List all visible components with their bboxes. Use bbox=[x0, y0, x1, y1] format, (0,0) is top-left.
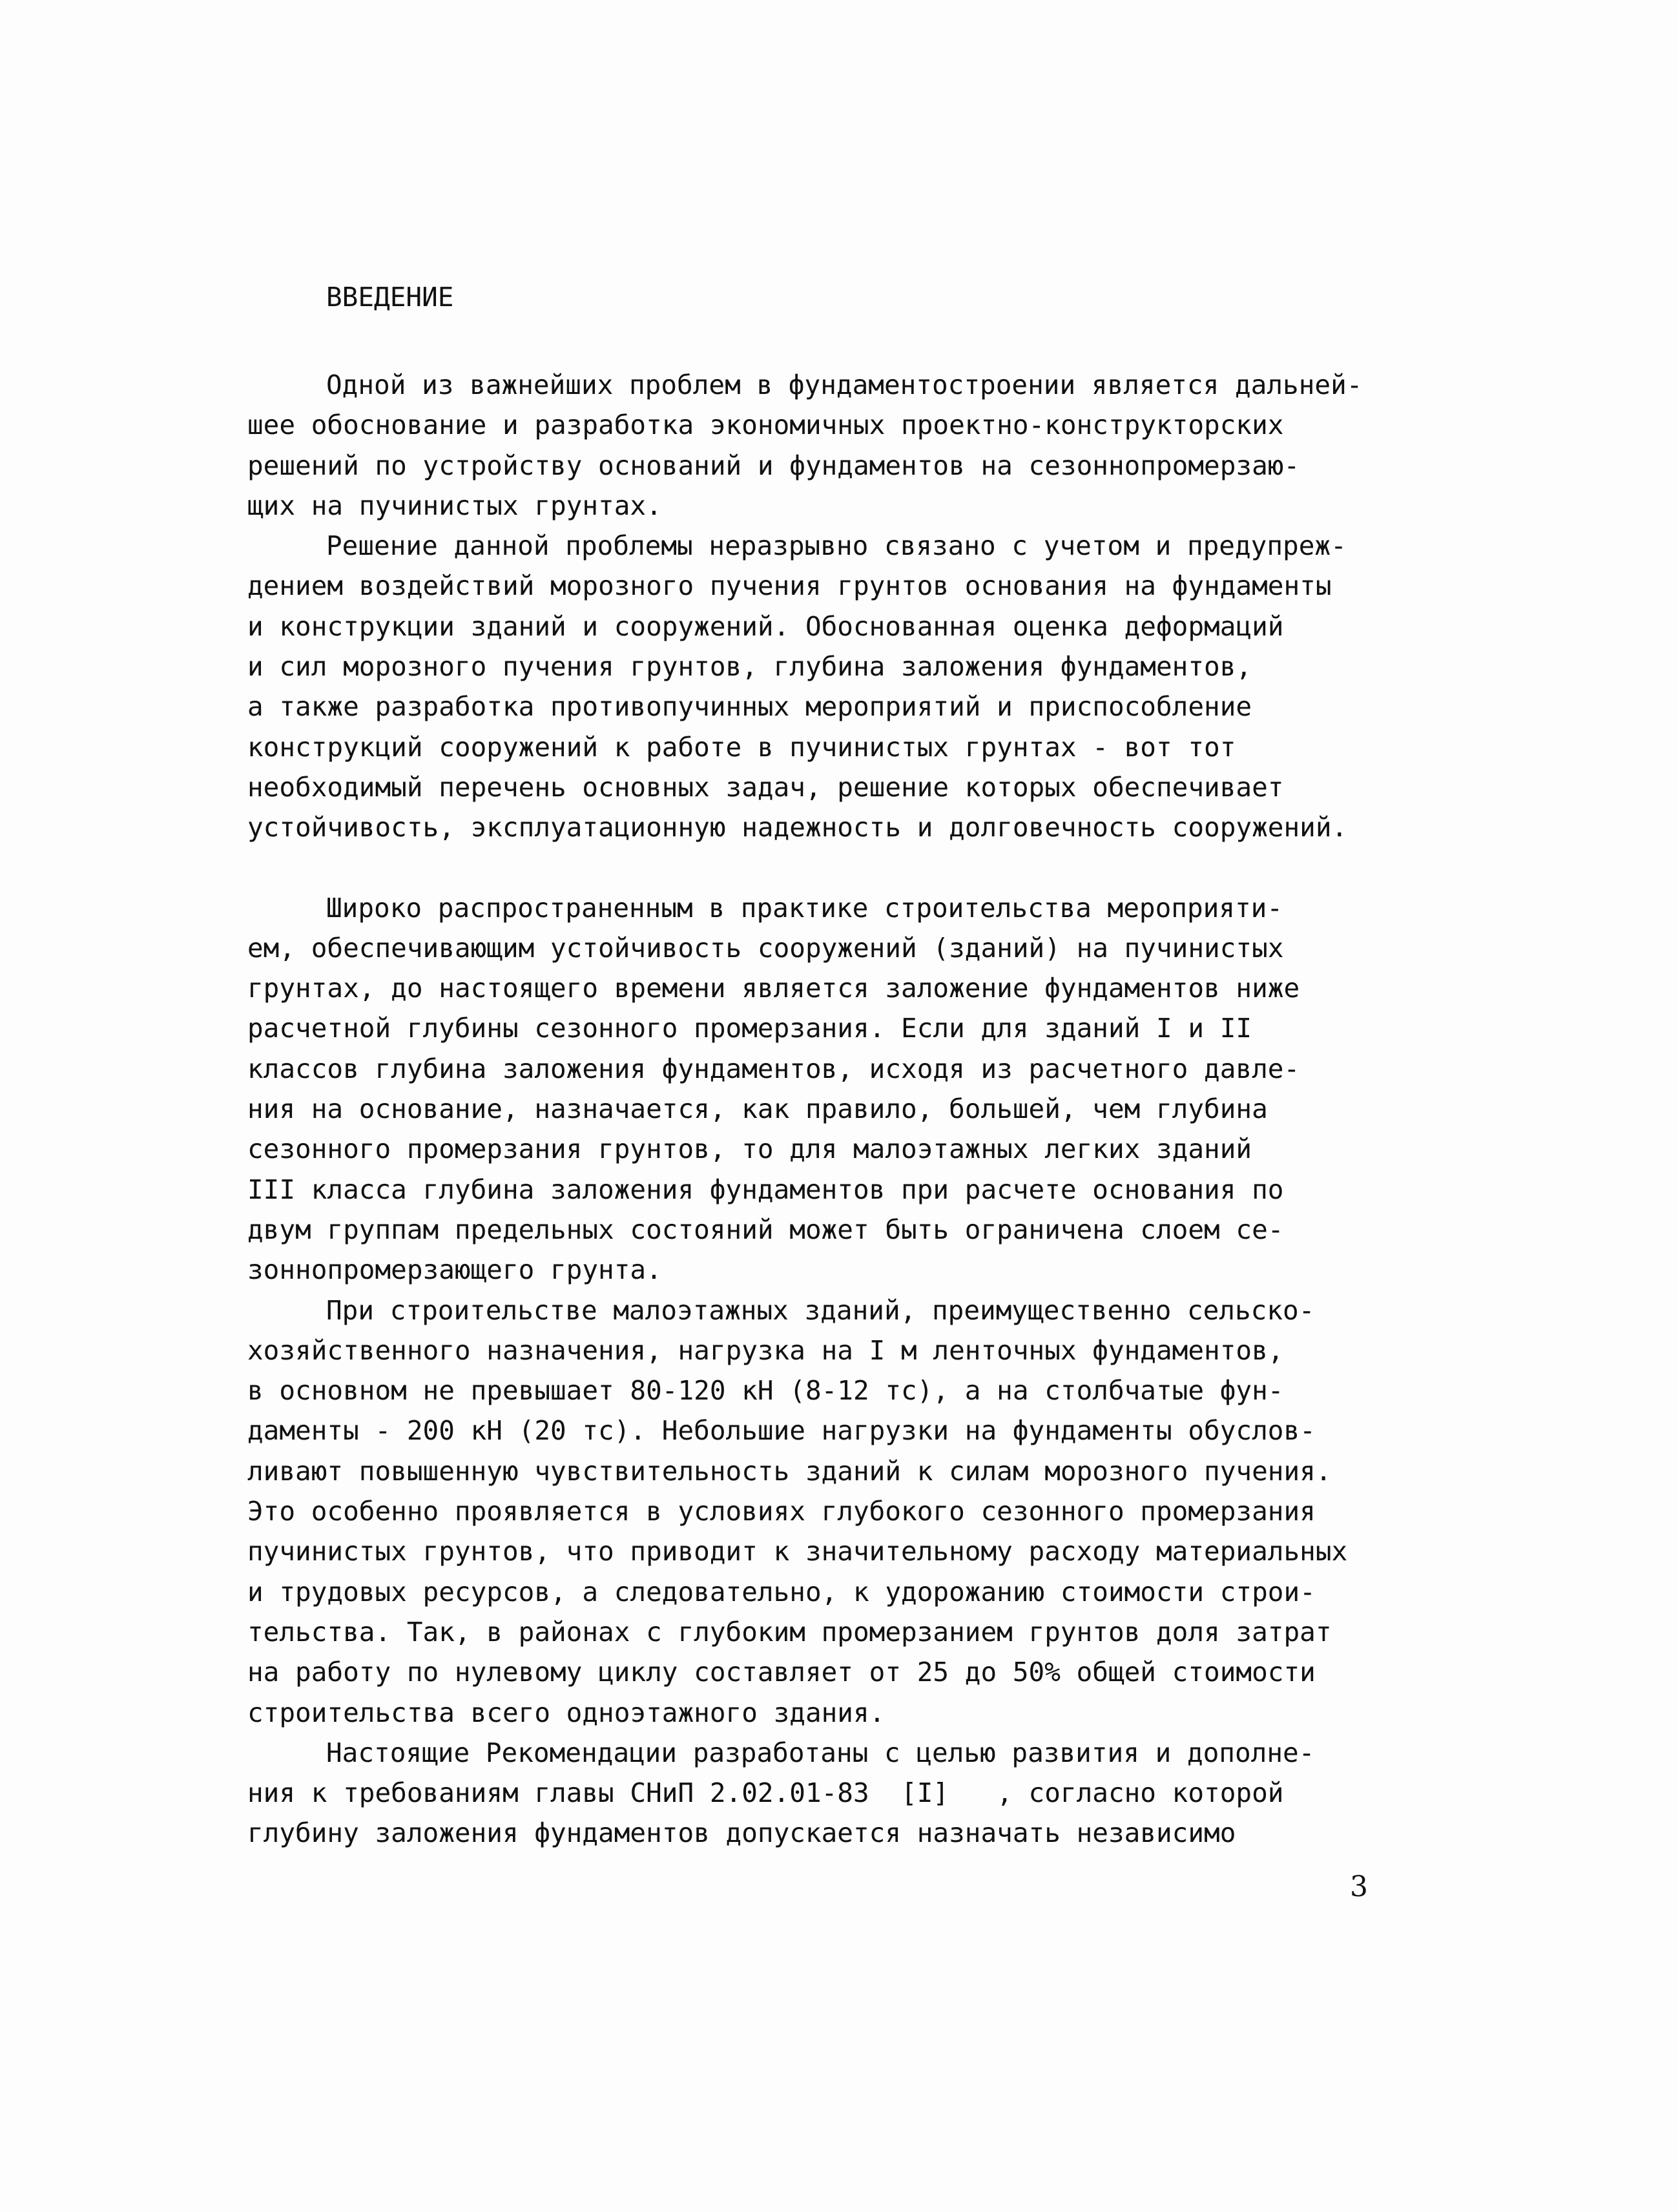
paragraph-3 bbox=[247, 888, 1455, 1290]
section-heading: ВВЕДЕНИЕ bbox=[326, 282, 454, 313]
text-line: даменты - 200 кН (20 тс). Небольшие нагрузки на фундаменты обуслов- bbox=[247, 1415, 1316, 1447]
text-line: хозяйственного назначения, нагрузка на I м ленточных фундаментов, bbox=[247, 1334, 1284, 1366]
text-line: классов глубина заложения фундаментов, исходя из расчетного давле- bbox=[247, 1053, 1300, 1084]
text-line: Настоящие Рекомендации разработаны с целью развития и дополне- bbox=[326, 1737, 1315, 1768]
text-line: а также разработка противопучинных мероприятий и приспособление bbox=[247, 691, 1252, 723]
page-number: 3 bbox=[1350, 1870, 1368, 1903]
text-line: грунтах, до настоящего времени является заложение фундаментов ниже bbox=[247, 973, 1300, 1004]
paragraph-gap bbox=[247, 848, 1455, 888]
paragraph-1 bbox=[247, 365, 1455, 526]
text-line: III класса глубина заложения фундаментов при расчете основания по bbox=[247, 1173, 1284, 1205]
text-line: ливают повышенную чувствительность зданий к силам морозного пучения. bbox=[247, 1455, 1332, 1487]
text-line: в основном не превышает 80-120 кН (8-12 тс), а на столбчатые фун- bbox=[247, 1375, 1284, 1407]
text-line: глубину заложения фундаментов допускается назначать независимо bbox=[247, 1817, 1236, 1849]
text-line: тельства. Так, в районах с глубоким промерзанием грунтов доля затрат bbox=[247, 1616, 1332, 1648]
text-line: необходимый перечень основных задач, решение которых обеспечивает bbox=[247, 771, 1284, 803]
text-line: двум группам предельных состояний может быть ограничена слоем се- bbox=[247, 1214, 1284, 1245]
text-line: ния к требованиям главы СНиП 2.02.01-83 [I] , согласно которой bbox=[247, 1777, 1284, 1809]
text-line: и сил морозного пучения грунтов, глубина заложения фундаментов, bbox=[247, 651, 1252, 683]
paragraph-5 bbox=[247, 1733, 1455, 1854]
text-line: щих на пучинистых грунтах. bbox=[247, 490, 662, 521]
text-line: и конструкции зданий и сооружений. Обоснованная оценка деформаций bbox=[247, 610, 1284, 642]
text-line: При строительстве малоэтажных зданий, преимущественно сельско- bbox=[326, 1294, 1315, 1326]
text-line: строительства всего одноэтажного здания. bbox=[247, 1697, 886, 1728]
body-text bbox=[247, 365, 1455, 1854]
text-line: Одной из важнейших проблем в фундаментостроении является дальней- bbox=[326, 369, 1363, 400]
text-line: расчетной глубины сезонного промерзания. Если для зданий I и II bbox=[247, 1013, 1252, 1044]
text-line: и трудовых ресурсов, а следовательно, к удорожанию стоимости строи- bbox=[247, 1576, 1316, 1607]
text-line: шее обоснование и разработка экономичных проектно-конструкторских bbox=[247, 409, 1284, 441]
paragraph-4 bbox=[247, 1290, 1455, 1733]
text-line: Это особенно проявляется в условиях глубокого сезонного промерзания bbox=[247, 1496, 1316, 1527]
text-line: устойчивость, эксплуатационную надежность и долговечность сооружений. bbox=[247, 812, 1348, 843]
text-line: на работу по нулевому циклу составляет от 25 до 50% общей стоимости bbox=[247, 1657, 1316, 1688]
text-line: пучинистых грунтов, что приводит к значительному расходу материальных bbox=[247, 1536, 1348, 1567]
text-line: дением воздействий морозного пучения грунтов основания на фундаменты bbox=[247, 570, 1332, 602]
paragraph-2 bbox=[247, 526, 1455, 847]
text-line: ния на основание, назначается, как правило, большей, чем глубина bbox=[247, 1093, 1268, 1125]
text-line: решений по устройству оснований и фундаментов на сезоннопромерзаю- bbox=[247, 450, 1300, 481]
text-line: конструкций сооружений к работе в пучинистых грунтах - вот тот bbox=[247, 731, 1236, 763]
text-line: Широко распространенным в практике строительства мероприяти- bbox=[326, 892, 1283, 924]
text-line: сезонного промерзания грунтов, то для малоэтажных легких зданий bbox=[247, 1133, 1252, 1165]
text-line: зоннопромерзающего грунта. bbox=[247, 1254, 662, 1286]
text-line: ем, обеспечивающим устойчивость сооружений (зданий) на пучинистых bbox=[247, 932, 1284, 964]
text-line: Решение данной проблемы неразрывно связано с учетом и предупреж- bbox=[326, 530, 1347, 562]
